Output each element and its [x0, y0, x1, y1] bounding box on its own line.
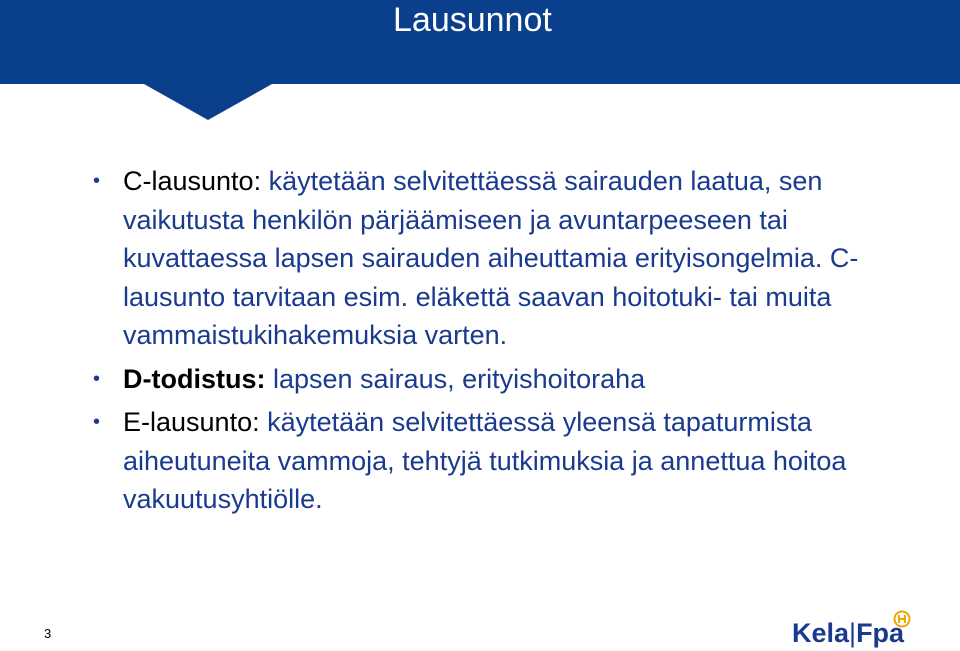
crown-emblem-icon	[893, 610, 911, 628]
bullet-text: lapsen sairaus, erityishoitoraha	[265, 363, 646, 394]
bullet-separator: :	[253, 166, 262, 196]
logo-divider: |	[849, 618, 857, 648]
bullet-e-lausunto	[93, 403, 863, 519]
bullet-dot-icon: •	[93, 411, 101, 433]
bullet-term: D-todistus:	[123, 363, 266, 394]
bullet-separator: :	[252, 407, 260, 437]
bullet-c-lausunto	[93, 162, 863, 355]
page-number: 3	[44, 626, 52, 641]
bullet-list	[93, 162, 863, 524]
logo-kela: Kela	[792, 618, 850, 648]
bullet-text: käytetään selvitettäessä sairauden laatua, sen vaikutusta henkilön pärjäämiseen ja avuntarpeeseen tai kuvattaessa lapsen sairauden aiheuttamia erityisongelmia. C-lausunto tarvitaan esim. eläkettä saavan hoitotuki- tai muita vammaistukihakemuksia varten.	[123, 166, 859, 350]
slide-title: Lausunnot	[393, 1, 552, 39]
logo-fpa: Fpa	[856, 618, 905, 648]
logo-wordmark	[792, 618, 904, 649]
bullet-term: E-lausunto	[123, 407, 253, 437]
bullet-text: käytetään selvitettäessä yleensä tapaturmista aiheutuneita vammoja, tehtyjä tutkimuksia ja annettua hoitoa vakuutusyhtiölle.	[123, 407, 847, 514]
bullet-dot-icon: •	[93, 367, 101, 390]
bullet-d-todistus	[93, 360, 863, 399]
bullet-dot-icon: •	[93, 170, 101, 192]
bullet-term: C-lausunto	[123, 166, 254, 196]
kela-fpa-logo	[792, 610, 917, 650]
